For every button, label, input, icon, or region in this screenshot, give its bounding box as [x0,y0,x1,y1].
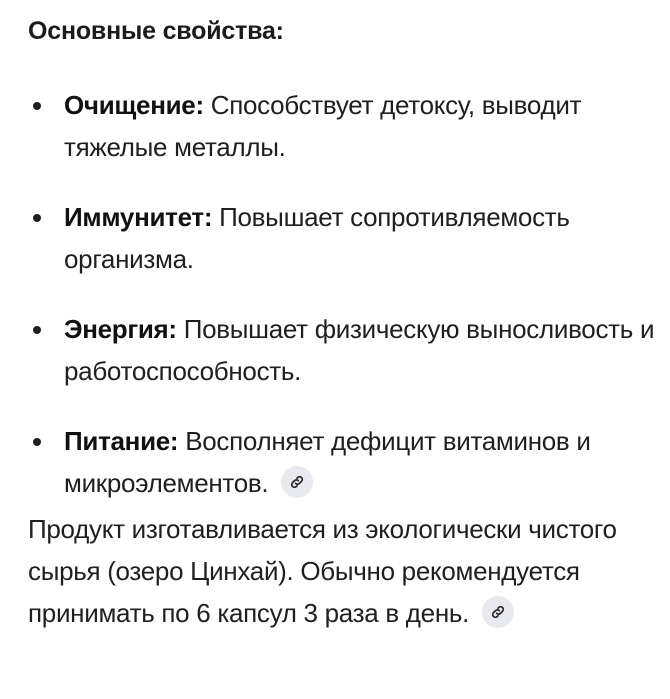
bullet-icon [33,214,41,222]
citation-button[interactable] [281,466,313,498]
property-term: Энергия: [64,314,177,344]
property-text: Повышает физическую выносливость и работоспособность. [64,314,655,386]
property-term: Питание: [64,426,179,456]
list-item [28,420,658,504]
properties-list [28,84,658,532]
list-item [28,196,658,280]
property-term: Очищение: [64,90,204,120]
property-text: Способствует детоксу, выводит тяжелые металлы. [64,90,582,162]
list-item [28,84,658,168]
property-text: Восполняет дефицит витаминов и микроэлементов. [64,426,591,498]
bullet-icon [33,438,41,446]
link-icon [490,604,506,620]
bullet-icon [33,326,41,334]
property-term: Иммунитет: [64,202,213,232]
bullet-icon [33,102,41,110]
link-icon [289,474,305,490]
section-heading: Основные свойства: [28,17,284,45]
property-text: Повышает сопротивляемость организма. [64,202,570,274]
paragraph-text: Продукт изготавливается из экологически чистого сырья (озеро Цинхай). Обычно рекомендуется принимать по 6 капсул 3 раза в день. [28,514,617,628]
summary-paragraph [28,508,658,634]
list-item [28,308,658,392]
citation-button[interactable] [482,596,514,628]
